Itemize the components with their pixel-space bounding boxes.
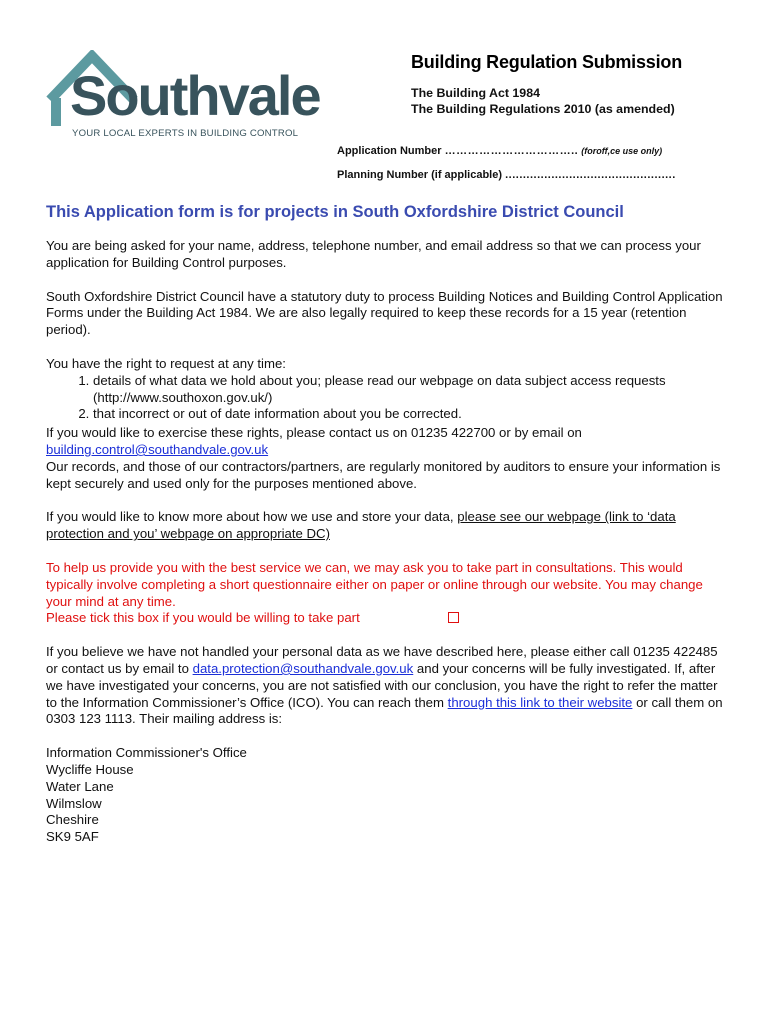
building-control-email-link[interactable]: building.control@southandvale.gov.uk <box>46 441 269 457</box>
duty-paragraph: South Oxfordshire District Council have a statutory duty to process Building Notices and Building Control Application Forms under the Building Act 1984. We are also legally required to keep these records for a 15 year (retention period). <box>46 288 723 338</box>
survey-consent-checkbox[interactable] <box>448 612 459 623</box>
survey-text: To help us provide you with the best service we can, we may ask you to take part in consultations. This would typically involve completing a short questionnaire either on paper or online through our website. You may change your mind at any time. <box>46 559 703 609</box>
survey-tick-label: Please tick this box if you would be willing to take part <box>46 610 360 626</box>
rights-item-access: 1. details of what data we hold about you; please read our webpage on data subject access requests (http://www.southoxon.gov.uk/) <box>93 373 726 407</box>
address-line: Wilmslow <box>46 795 102 811</box>
planning-number-input[interactable]: ................................................ <box>505 169 676 181</box>
privacy-notice-body <box>46 238 726 846</box>
storage-paragraph <box>46 509 726 543</box>
data-protection-webpage-link[interactable]: please see our webpage (link to ‘data protection and you’ webpage on appropriate DC) <box>46 509 676 542</box>
data-protection-email-link[interactable]: data.protection@southandvale.gov.uk <box>192 660 414 676</box>
planning-number-label: Planning Number (if applicable) <box>337 169 503 181</box>
auditors-text: Our records, and those of our contractors/partners, are regularly monitored by auditors to ensure your information is kept securely and used only for the purposes mentioned above. <box>46 458 721 491</box>
southvale-logo <box>46 50 320 142</box>
complaint-text-3: or call them on 0303 123 1113. Their mailing address is: <box>46 694 723 727</box>
application-number-field <box>337 145 662 157</box>
section-title: This Application form is for projects in South Oxfordshire District Council <box>46 203 624 221</box>
building-regs-line: The Building Regulations 2010 (as amended) <box>411 102 675 116</box>
complaint-text-2: and your concerns will be fully investigated. If, after we have investigated your concerns, you are not satisfied with our conclusion, you have the right to refer the matter to the Information Commissioner’s Office (ICO). You can reach them <box>46 660 718 710</box>
office-use-note: (foroff,ce use only) <box>581 146 663 156</box>
survey-paragraph <box>46 560 726 627</box>
storage-text: If you would like to know more about how we use and store your data, <box>46 509 454 525</box>
rights-item-correction: 2. that incorrect or out of date information about you be corrected. <box>93 406 726 423</box>
address-line: SK9 5AF <box>46 829 99 845</box>
address-line: Cheshire <box>46 812 99 828</box>
building-act-line: The Building Act 1984 <box>411 86 540 100</box>
purpose-paragraph: You are being asked for your name, address, telephone number, and email address so that we can process your application for Building Control purposes. <box>46 238 701 270</box>
address-line: Wycliffe House <box>46 761 134 777</box>
application-number-label: Application Number <box>337 145 442 157</box>
page-title: Building Regulation Submission <box>411 52 682 72</box>
ico-address <box>46 745 726 846</box>
rights-list <box>46 373 726 423</box>
complaint-paragraph <box>46 644 726 728</box>
address-line: Water Lane <box>46 778 114 794</box>
application-number-input[interactable]: …………………………….. <box>444 145 579 157</box>
contact-paragraph <box>46 425 726 492</box>
logo-tagline: YOUR LOCAL EXPERTS IN BUILDING CONTROL <box>72 128 299 139</box>
contact-text: If you would like to exercise these rights, please contact us on 01235 422700 or by email on <box>46 425 582 441</box>
complaint-text-1: If you believe we have not handled your personal data as we have described here, please either call 01235 422485 or contact us by email to <box>46 644 718 676</box>
planning-number-field <box>337 169 676 181</box>
logo-brand-text: Southvale <box>70 64 320 127</box>
legislation-list <box>411 85 682 117</box>
ico-website-link[interactable]: through this link to their website <box>447 694 633 710</box>
form-header <box>411 52 682 117</box>
address-line: Information Commissioner's Office <box>46 745 247 761</box>
rights-intro: You have the right to request at any time: <box>46 355 286 371</box>
